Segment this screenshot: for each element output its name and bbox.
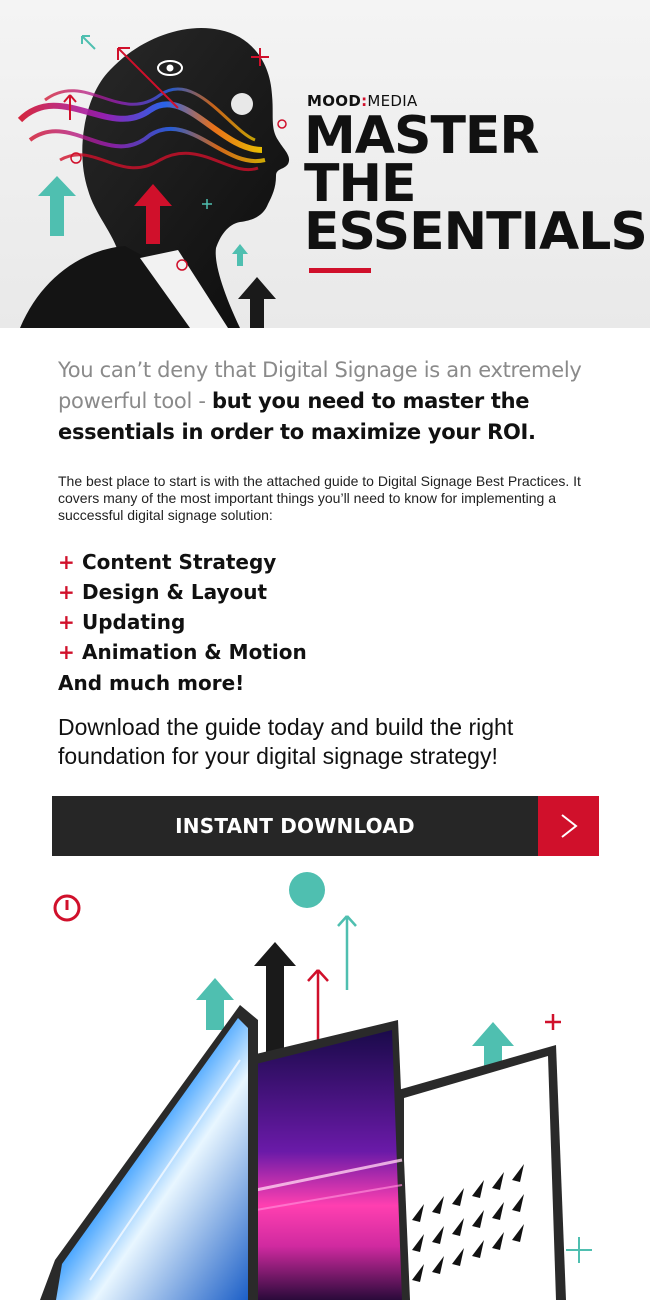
cta-label: INSTANT DOWNLOAD (175, 814, 415, 838)
body-paragraph: The best place to start is with the attached guide to Digital Signage Best Practices. It covers many of the most important things you’ll need to know for implementing a successful digital signage solution: (58, 473, 581, 523)
plus-icon: + (58, 580, 75, 604)
much-more-text: And much more! (58, 671, 245, 695)
headline-line-2: THE (304, 154, 416, 214)
screens-illustration (0, 860, 650, 1300)
headline-line-1: MASTER (304, 106, 539, 166)
plus-icon: + (58, 550, 75, 574)
instant-download-button[interactable] (52, 796, 599, 856)
brand-mood: MOOD (307, 92, 362, 110)
list-item-label: Animation & Motion (82, 640, 307, 664)
hero-banner (0, 0, 650, 328)
plus-icon: + (58, 610, 75, 634)
intro-bold-text: but you need to master the essentials in order to maximize your ROI. (58, 389, 536, 444)
plus-icon: + (58, 640, 75, 664)
list-item (58, 637, 307, 667)
headline-line-3: ESSENTIALS (304, 202, 647, 262)
list-item (58, 577, 307, 607)
essentials-list (58, 547, 307, 667)
list-item (58, 607, 307, 637)
list-item-label: Content Strategy (82, 550, 277, 574)
headline-underline (309, 268, 371, 273)
list-item-label: Design & Layout (82, 580, 268, 604)
download-paragraph: Download the guide today and build the right foundation for your digital signage strategy! (58, 714, 514, 769)
list-item-label: Updating (82, 610, 186, 634)
intro-light-text: You can’t deny that Digital Signage is an extremely powerful tool - (58, 358, 582, 413)
chevron-right-icon (538, 796, 599, 856)
list-item (58, 547, 307, 577)
intro-paragraph (58, 355, 618, 448)
brand-media: MEDIA (367, 92, 418, 110)
brand-colon: : (361, 92, 368, 110)
headline (304, 106, 647, 262)
